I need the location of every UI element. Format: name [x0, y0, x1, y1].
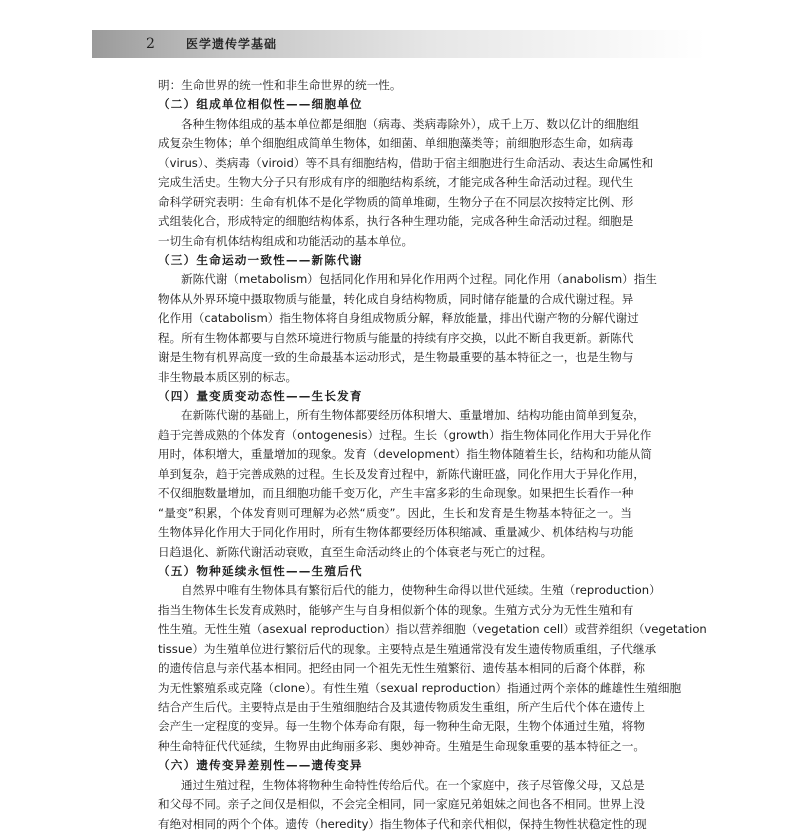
- text-line: 在新陈代谢的基础上，所有生物体都要经历体积增大、重量增加、结构功能由简单到复杂，: [181, 408, 645, 423]
- section-heading: （三）生命运动一致性——新陈代谢: [158, 252, 363, 267]
- section-heading: （五）物种延续永恒性——生殖后代: [158, 563, 363, 578]
- section-heading: （四）量变质变动态性——生长发育: [158, 389, 363, 403]
- text-line: 趋于完善成熟的个体发育（ontogenesis）过程。生长（growth）指生物体同化作用大于异化作: [158, 427, 652, 442]
- text-line: 明：生命世界的统一性和非生命世界的统一性。: [158, 78, 402, 92]
- text-line: 种生命特征代代延续，生物界由此绚丽多彩、奥妙神奇。生殖是生命现象重要的基本特征之一。: [158, 738, 645, 753]
- text-line: 性生殖。无性生殖（asexual reproduction）指以营养细胞（vegetation cell）或营养组织（vegetation: [158, 622, 707, 637]
- text-line: 通过生殖过程，生物体将物种生命特性传给后代。在一个家庭中，孩子尽管像父母，又总是: [181, 777, 645, 792]
- text-line: 会产生一定程度的变异。每一生物个体寿命有限，每一物种生命无限，生物个体通过生殖，将物: [158, 719, 645, 734]
- text-line: 单到复杂，趋于完善成熟的过程。生长及发育过程中，新陈代谢旺盛，同化作用大于异化作用，: [158, 466, 645, 481]
- page-body-text: [158, 76, 707, 834]
- text-line: 化作用（catabolism）指生物体将自身组成物质分解，释放能量，排出代谢产物的分解代谢过: [158, 311, 639, 326]
- text-line: 物体从外界环境中摄取物质与能量，转化成自身结构物质，同时储存能量的合成代谢过程。异: [158, 291, 634, 306]
- text-line: 的遗传信息与亲代基本相同。把经由同一个祖先无性生殖繁衍、遗传基本相同的后裔个体群，称: [158, 661, 645, 676]
- text-line: 一切生命有机体结构组成和功能活动的基本单位。: [158, 233, 414, 248]
- text-line: “量变”积累，个体发育则可理解为必然“质变”。因此，生长和发育是生物基本特征之一。当: [158, 505, 632, 520]
- text-line: 完成生活史。生物大分子只有形成有序的细胞结构系统，才能完成各种生命活动过程。现代生: [158, 175, 634, 190]
- text-line: 新陈代谢（metabolism）包括同化作用和异化作用两个过程。同化作用（anabolism）指生: [181, 272, 657, 287]
- text-line: 不仅细胞数量增加，而且细胞功能千变万化，产生丰富多彩的生命现象。如果把生长看作一种: [158, 486, 634, 501]
- text-line: 用时，体积增大，重量增加的现象。发育（development）指生物体随着生长，结构和功能从简: [158, 447, 652, 462]
- text-line: 式组装化合，形成特定的细胞结构体系，执行各种生理功能，完成各种生命活动过程。细胞是: [158, 214, 634, 229]
- text-line: 日趋退化、新陈代谢活动衰败，直至生命活动终止的个体衰老与死亡的过程。: [158, 544, 553, 559]
- book-title: 医学遗传学基础: [186, 37, 278, 51]
- text-line: 有绝对相同的两个个体。遗传（heredity）指生物体子代和亲代相似，保持生物性状稳定性的现: [158, 816, 647, 831]
- text-line: 非生物最本质区别的标志。: [158, 369, 298, 384]
- text-line: 程。所有生物体都要与自然环境进行物质与能量的持续有序交换，以此不断自我更新。新陈代: [158, 330, 634, 345]
- text-line: 结合产生后代。主要特点是由于生殖细胞结合及其遗传物质发生重组，所产生后代个体在遗传上: [158, 700, 645, 714]
- text-line: 自然界中唯有生物体具有繁衍后代的能力，使物种生命得以世代延续。生殖（reproduction）: [181, 583, 661, 598]
- text-line: 为无性繁殖系或克隆（clone）。有性生殖（sexual reproduction）指通过两个亲体的雌雄性生殖细胞: [158, 680, 682, 695]
- text-line: 指当生物体生长发育成熟时，能够产生与自身相似新个体的现象。生殖方式分为无性生殖和有: [158, 602, 634, 617]
- text-line: （virus）、类病毒（viroid）等不具有细胞结构，借助于宿主细胞进行生命活动、表达生命属性和: [158, 155, 654, 170]
- section-heading: （六）遗传变异差别性——遗传变异: [158, 758, 363, 773]
- text-line: 和父母不同。亲子之间仅是相似，不会完全相同，同一家庭兄弟姐妹之间也各不相同。世界上没: [158, 797, 645, 812]
- text-line: 生物体异化作用大于同化作用时，所有生物体都要经历体积缩减、重量减少、机体结构与功能: [158, 525, 634, 540]
- section-heading: （二）组成单位相似性——细胞单位: [158, 97, 363, 112]
- text-line: 各种生物体组成的基本单位都是细胞（病毒、类病毒除外），成千上万、数以亿计的细胞组: [181, 116, 639, 131]
- text-line: 成复杂生物体；单个细胞组成简单生物体，如细菌、单细胞藻类等；前细胞形态生命，如病毒: [158, 136, 634, 151]
- page-number: 2: [146, 36, 155, 52]
- text-line: 谢是生物有机界高度一致的生命最基本运动形式，是生物最重要的基本特征之一，也是生物与: [158, 350, 634, 365]
- running-header-band: [92, 30, 706, 58]
- text-line: tissue）为生殖单位进行繁衍后代的现象。主要特点是生殖通常没有发生遗传物质重组，子代继承: [158, 641, 657, 656]
- text-line: 命科学研究表明：生命有机体不是化学物质的简单堆砌，生物分子在不同层次按特定比例、形: [158, 194, 634, 209]
